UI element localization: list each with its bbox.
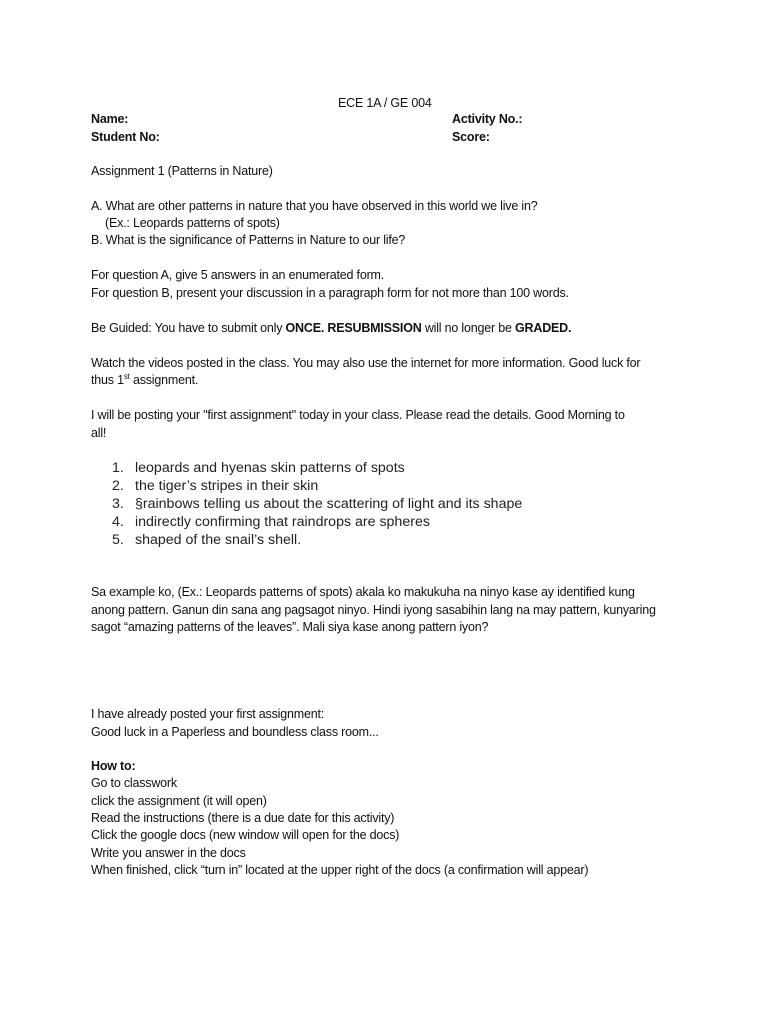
howto-title: How to: xyxy=(91,759,136,773)
posting-note-line2: all! xyxy=(91,426,107,440)
list-item: 1. leopards and hyenas skin patterns of spots xyxy=(112,460,405,476)
assignment-title: Assignment 1 (Patterns in Nature) xyxy=(91,164,273,178)
answer-list xyxy=(112,459,522,549)
example-note-line1: Sa example ko, (Ex.: Leopards patterns of spots) akala ko makukuha na ninyo kase ay identified kung xyxy=(91,585,635,599)
videos-note-line1: Watch the videos posted in the class. You may also use the internet for more information. Good luck for xyxy=(91,356,641,370)
activity-label: Activity No.: xyxy=(452,112,523,126)
posting-note-line1: I will be posting your "first assignment" today in your class. Please read the details. Good Morning to xyxy=(91,408,625,422)
howto-step: Read the instructions (there is a due date for this activity) xyxy=(91,811,395,825)
howto-step: Write you answer in the docs xyxy=(91,846,246,860)
list-item: 2. the tiger’s stripes in their skin xyxy=(112,478,319,494)
list-item: 4. indirectly confirming that raindrops are spheres xyxy=(112,514,430,530)
list-item: 3. §rainbows telling us about the scattering of light and its shape xyxy=(112,496,523,512)
question-a: A. What are other patterns in nature that you have observed in this world we live in? xyxy=(91,199,538,213)
example-note-line3: sagot “amazing patterns of the leaves”. Mali siya kase anong pattern iyon? xyxy=(91,620,489,634)
instruction-a: For question A, give 5 answers in an enumerated form. xyxy=(91,268,385,282)
howto-step: Click the google docs (new window will open for the docs) xyxy=(91,828,400,842)
howto-step: click the assignment (it will open) xyxy=(91,794,267,808)
guided-note: Be Guided: You have to submit only ONCE. RESUBMISSION will no longer be GRADED. xyxy=(91,321,572,335)
example-note-line2: anong pattern. Ganun din sana ang pagsagot ninyo. Hindi iyong sasabihin lang na may pattern, kunyaring xyxy=(91,603,656,617)
list-item: 5. shaped of the snail’s shell. xyxy=(112,532,302,548)
videos-note-line2: thus 1st assignment. xyxy=(91,371,199,387)
instruction-b: For question B, present your discussion in a paragraph form for not more than 100 words. xyxy=(91,286,569,300)
question-b: B. What is the significance of Patterns in Nature to our life? xyxy=(91,233,406,247)
howto-step: Go to classwork xyxy=(91,776,177,790)
howto-step: When finished, click “turn in” located at the upper right of the docs (a confirmation will appear) xyxy=(91,863,589,877)
course-code: ECE 1A / GE 004 xyxy=(338,96,432,110)
name-label: Name: xyxy=(91,112,129,126)
question-a-example: (Ex.: Leopards patterns of spots) xyxy=(105,216,280,230)
posted-note-line2: Good luck in a Paperless and boundless class room... xyxy=(91,725,379,739)
score-label: Score: xyxy=(452,130,490,144)
posted-note-line1: I have already posted your first assignment: xyxy=(91,707,324,721)
student-no-label: Student No: xyxy=(91,130,160,144)
